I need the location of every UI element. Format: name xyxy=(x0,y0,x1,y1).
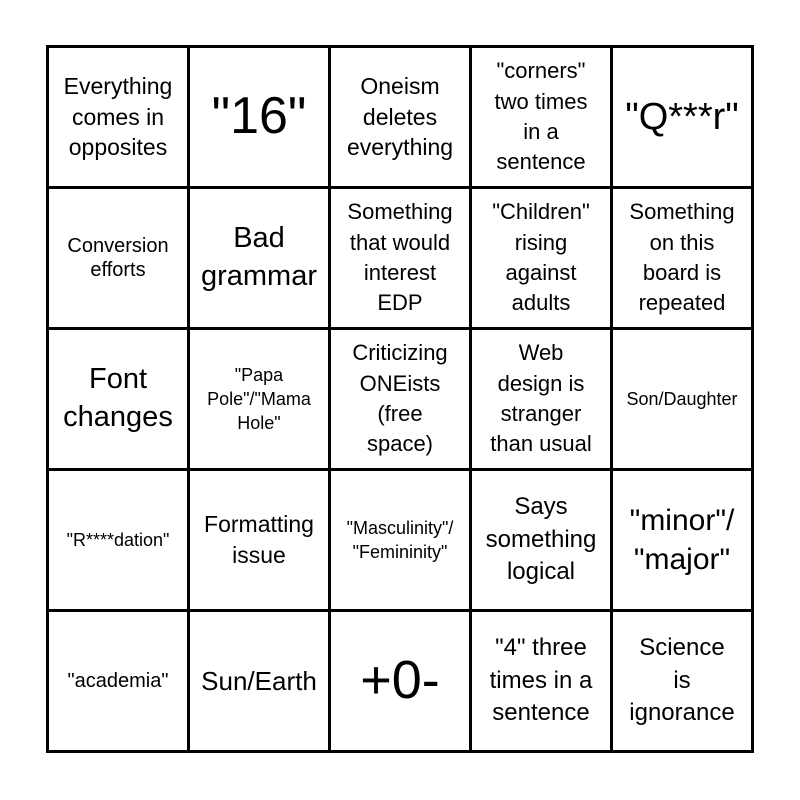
bingo-cell[interactable] xyxy=(49,189,187,327)
bingo-cell[interactable] xyxy=(613,48,751,186)
bingo-cell[interactable] xyxy=(613,612,751,750)
bingo-cell[interactable] xyxy=(331,48,469,186)
cell-label: "4" three times in a sentence xyxy=(489,634,593,727)
bingo-cell[interactable] xyxy=(190,48,328,186)
cell-label: Something that would interest EDP xyxy=(347,199,453,316)
bingo-cell[interactable] xyxy=(49,471,187,609)
cell-label: "academia" xyxy=(67,669,169,692)
cell-label: "Papa Pole"/"Mama Hole" xyxy=(207,364,311,434)
cell-label: Criticizing ONEists (free space) xyxy=(352,340,448,457)
bingo-cell[interactable] xyxy=(472,471,610,609)
bingo-cell[interactable] xyxy=(613,330,751,468)
bingo-cell[interactable] xyxy=(613,189,751,327)
cell-label: Everything comes in opposites xyxy=(63,73,173,161)
bingo-cell[interactable] xyxy=(190,471,328,609)
bingo-cell[interactable] xyxy=(331,471,469,609)
cell-label: Font changes xyxy=(63,363,173,433)
cell-label: Conversion efforts xyxy=(67,234,169,281)
cell-label: Oneism deletes everything xyxy=(346,73,454,161)
bingo-cell[interactable] xyxy=(190,330,328,468)
bingo-cell[interactable] xyxy=(331,330,469,468)
bingo-cell[interactable] xyxy=(472,612,610,750)
bingo-cell[interactable] xyxy=(331,189,469,327)
cell-label: "R****dation" xyxy=(66,529,170,550)
cell-label: Web design is stranger than usual xyxy=(490,340,592,457)
bingo-cell[interactable] xyxy=(190,612,328,750)
cell-label: Son/Daughter xyxy=(626,388,738,409)
cell-label: Something on this board is repeated xyxy=(629,199,735,316)
cell-label: Bad grammar xyxy=(200,222,317,292)
bingo-cell[interactable] xyxy=(472,48,610,186)
cell-label: "16" xyxy=(211,87,307,146)
cell-label: "Q***r" xyxy=(625,95,739,138)
bingo-cell[interactable] xyxy=(49,612,187,750)
cell-label: "Children" rising against adults xyxy=(492,199,590,316)
cell-label: Sun/Earth xyxy=(201,665,317,696)
bingo-cell[interactable] xyxy=(49,48,187,186)
cell-label: "Masculinity"/ "Femininity" xyxy=(346,517,454,562)
bingo-cell[interactable] xyxy=(613,471,751,609)
bingo-cell[interactable] xyxy=(190,189,328,327)
cell-label: "corners" two times in a sentence xyxy=(494,58,588,175)
cell-label: Says something logical xyxy=(485,493,597,586)
bingo-cell[interactable] xyxy=(472,189,610,327)
cell-label: Formatting issue xyxy=(204,511,314,568)
bingo-cell[interactable] xyxy=(472,330,610,468)
bingo-board xyxy=(46,45,754,753)
bingo-cell[interactable] xyxy=(49,330,187,468)
cell-label: +0- xyxy=(360,650,440,711)
bingo-cell[interactable] xyxy=(331,612,469,750)
cell-label: Science is ignorance xyxy=(629,634,735,727)
cell-label: "minor"/ "major" xyxy=(629,504,735,576)
